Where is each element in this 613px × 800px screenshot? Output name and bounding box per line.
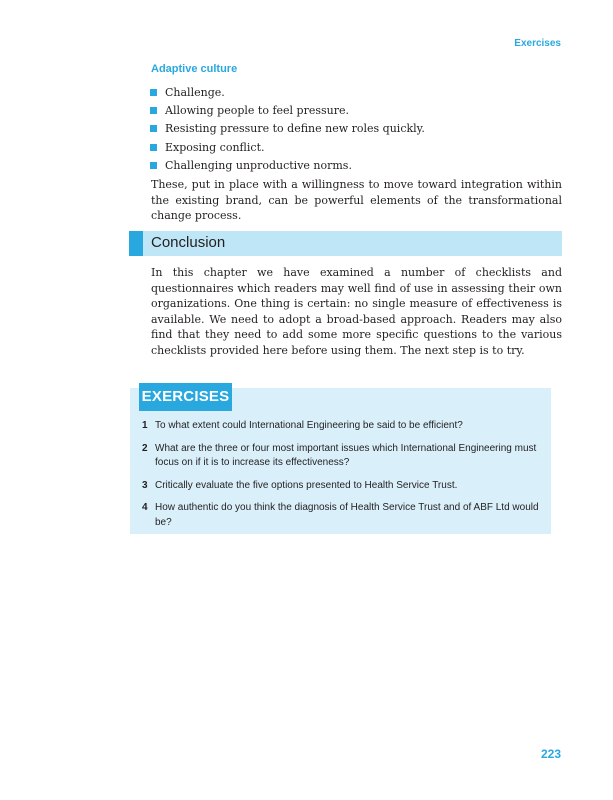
list-item: Exposing conflict. bbox=[150, 139, 425, 157]
list-item: Challenging unproductive norms. bbox=[150, 157, 425, 175]
exercise-number: 1 bbox=[142, 420, 148, 431]
exercise-number: 4 bbox=[142, 502, 148, 513]
square-bullet-icon bbox=[150, 162, 157, 169]
conclusion-heading-bar bbox=[129, 231, 562, 256]
exercises-label: EXERCISES bbox=[139, 383, 232, 411]
list-item: Allowing people to feel pressure. bbox=[150, 102, 425, 120]
conclusion-heading: Conclusion bbox=[151, 234, 226, 251]
square-bullet-icon bbox=[150, 89, 157, 96]
square-bullet-icon bbox=[150, 125, 157, 132]
adaptive-culture-summary: These, put in place with a willingness to move toward integration within the existing brand, can be powerful elements of the transformational change process. bbox=[151, 178, 562, 223]
exercise-number: 2 bbox=[142, 442, 148, 454]
conclusion-body: In this chapter we have examined a number of checklists and questionnaires which readers may well find of use in assessing their own organizations. One thing is certain: no single measure of effectiveness is available. We need to adopt a broad-based approach. Readers may also find that they need to add some more specific questions to the various checklists provided here before using them. The next step is to try. bbox=[151, 266, 562, 357]
heading-accent-tab bbox=[129, 231, 143, 256]
exercises-list bbox=[142, 419, 546, 538]
square-bullet-icon bbox=[150, 144, 157, 151]
page-number: 223 bbox=[540, 747, 561, 761]
square-bullet-icon bbox=[150, 107, 157, 114]
list-item: Resisting pressure to define new roles quickly. bbox=[150, 120, 425, 138]
exercise-item bbox=[142, 479, 546, 494]
exercise-item bbox=[142, 442, 546, 471]
exercise-text: Critically evaluate the five options presented to Health Service Trust. bbox=[155, 479, 458, 491]
exercise-text: What are the three or four most important issues which International Engineering must focus on if it is to increase its effectiveness? bbox=[155, 442, 537, 468]
exercise-number: 3 bbox=[142, 479, 148, 491]
running-head: Exercises bbox=[514, 38, 561, 49]
adaptive-culture-list bbox=[150, 84, 425, 175]
exercise-item bbox=[142, 501, 546, 530]
adaptive-culture-heading: Adaptive culture bbox=[151, 63, 238, 75]
exercise-text: How authentic do you think the diagnosis of Health Service Trust and of ABF Ltd would be? bbox=[155, 502, 539, 528]
list-item: Challenge. bbox=[150, 84, 425, 102]
exercise-text: To what extent could International Engineering be said to be efficient? bbox=[155, 420, 463, 431]
exercise-item bbox=[142, 419, 546, 434]
